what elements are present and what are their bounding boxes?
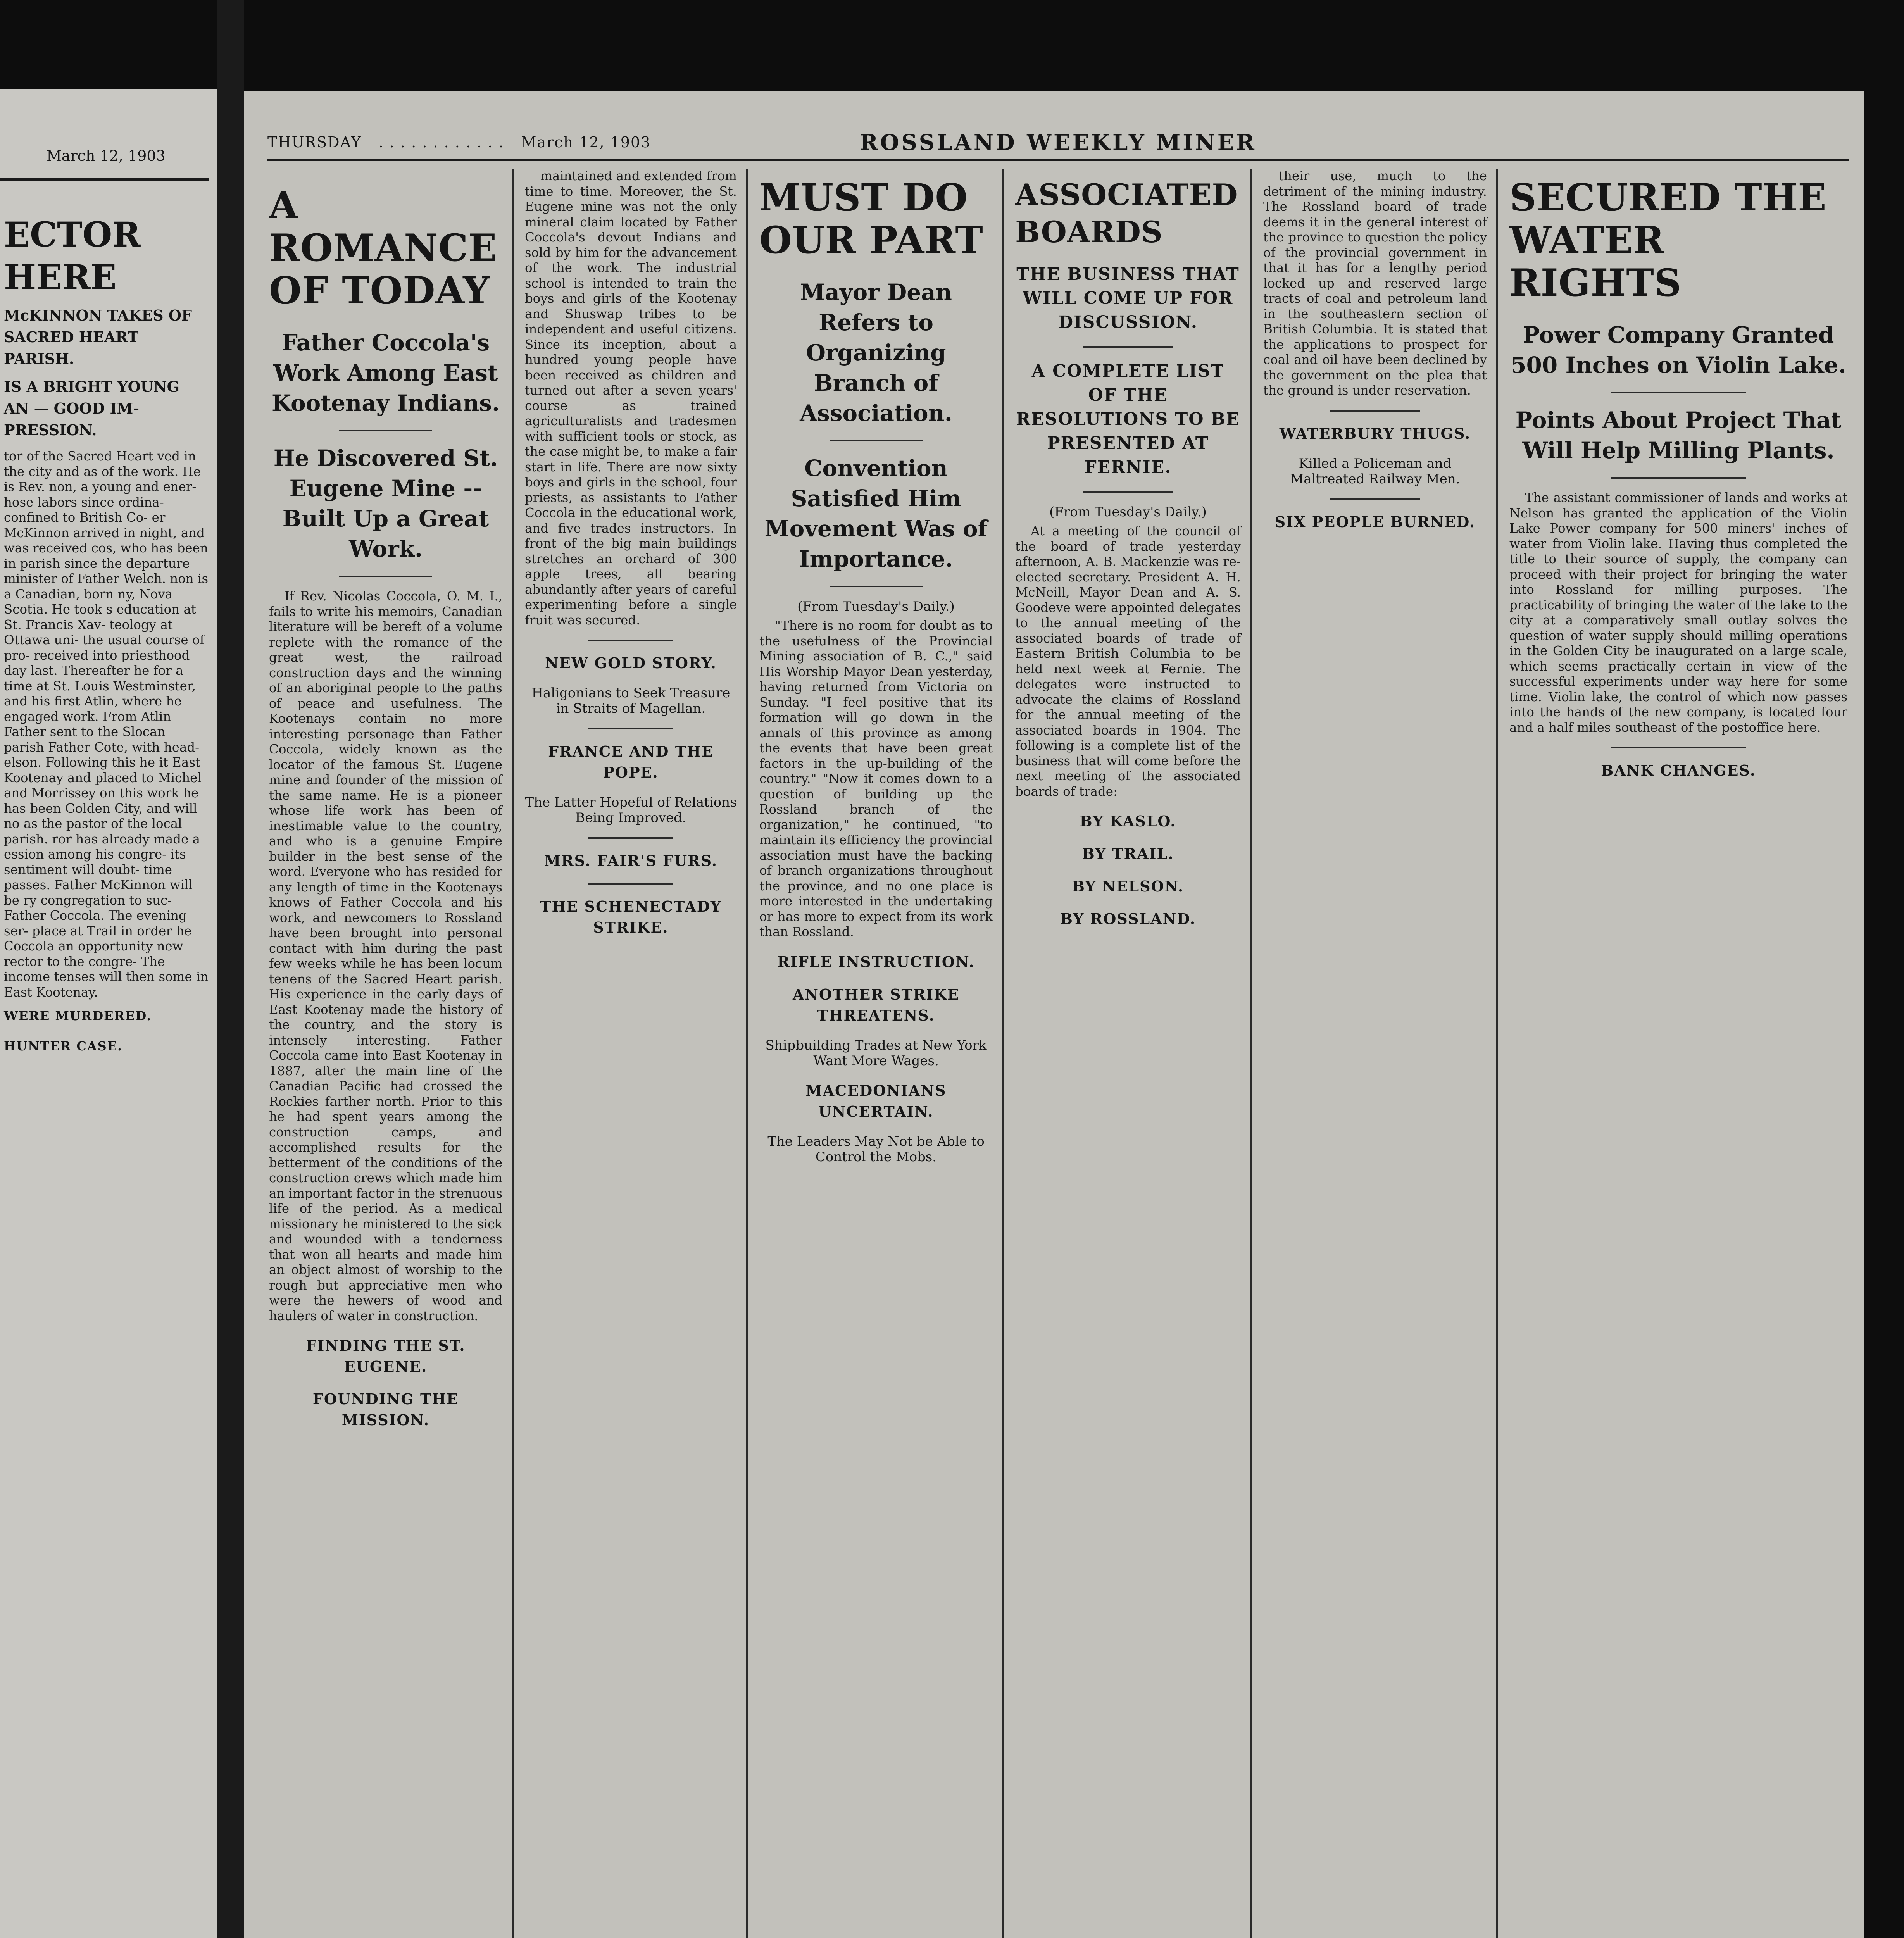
romance-deck-2: He Discovered St. Eugene Mine -- Built Up a Great Work. <box>273 445 498 562</box>
must-do-dateline: (From Tuesday's Daily.) <box>797 599 955 614</box>
left-page-subhead-1: McKINNON TAKES OF SACRED HEART PARISH. <box>4 307 192 367</box>
left-page-fragment <box>0 89 217 1938</box>
thugs-body <box>1263 169 1487 398</box>
newspaper-page <box>244 91 1864 1938</box>
must-do-paragraph: "There is no room for doubt as to the usefulness of the Provincial Mining association of B. C.," said His Worship Mayor Dean yesterday, having returned from Victoria on Sunday. "I feel positive that its formation will go down in the annals of this province as among the events that have been great factors in the up-building of the country." "Now it comes down to a question of building up the Rossland branch of the organization," he continued, "to maintain its efficiency the provincial association must have the backing of branch organizations throughout the province, and no one place is more interested in the undertaking or has more to expect from its work than Rossland. <box>759 618 993 939</box>
romance-deck-1: Father Coccola's Work Among East Kootenay Indians. <box>271 329 500 416</box>
divider <box>1611 392 1746 393</box>
must-do-deck-4: The Leaders May Not be Able to Control the Mobs. <box>767 1133 985 1165</box>
water-subhead-1: BANK CHANGES. <box>1601 762 1756 779</box>
divider <box>1083 346 1173 348</box>
thugs-subhead-2: SIX PEOPLE BURNED. <box>1275 513 1476 531</box>
mission-subhead-4: THE SCHENECTADY STRIKE. <box>540 898 722 936</box>
must-do-deck-3: Shipbuilding Trades at New York Want More Wages. <box>765 1037 987 1069</box>
associated-paragraph: At a meeting of the council of the board of trade yesterday afternoon, A. B. Mackenzie was re-elected secretary. President A. H. McNeill, Mayor Dean and A. S. Goodeve were appointed delegates to the annual meeting of the associated boards of trade of Eastern British Columbia to be held next week at Fernie. The delegates were instructed to advocate the claims of Rossland for the annual meeting of the associated boards in 1904. The following is a complete list of the business that will come before the next meeting of the associated boards of trade: <box>1015 524 1241 799</box>
left-page-text: tor of the Sacred Heart ved in the city and as of the work. He is Rev. non, a young and ener- hose labors since ordina- confined to British Co- er McKinnon arrived in night, and was received cos, who has been in parish since the departure minister of Father Welch. non is a Canadian, born ny, Nova Scotia. He took s education at St. Francis Xav- teology at Ottawa uni- the usual course of pro- received into priesthood day last. Thereafter he for a time at St. Louis Westminster, and his first Atlin, where he engaged work. From Atlin Father sent to the Slocan parish Father Cote, with head- elson. Following this he it East Kootenay and placed to Michel and Morrissey on this work he has been Golden City, and will no as the pastor of the local parish. ror has already made a ession among his congre- its sentiment will doubt- time passes. Father McKinnon will be ry congregation to suc- Father Coccola. The evening ser- place at Trail in order he Coccola an opportunity new rector to the congre- The income tenses will then some in East Kootenay. <box>4 449 209 1000</box>
water-headline: SECURED THE WATER RIGHTS <box>1509 176 1827 305</box>
divider <box>588 883 673 885</box>
must-do-body <box>759 618 993 940</box>
divider <box>830 440 923 441</box>
must-do-subhead-3: MACEDONIANS UNCERTAIN. <box>805 1081 947 1120</box>
masthead-day: THURSDAY <box>267 134 362 151</box>
associated-dateline: (From Tuesday's Daily.) <box>1049 504 1207 520</box>
divider <box>1611 477 1746 479</box>
mission-body <box>525 169 737 628</box>
associated-subhead-3: BY NELSON. <box>1072 878 1184 895</box>
left-page-date: March 12, 1903 <box>47 147 166 164</box>
romance-headline: A ROMANCE OF TODAY <box>269 183 497 312</box>
must-do-subhead-1: RIFLE INSTRUCTION. <box>777 953 975 971</box>
page-gutter <box>217 0 244 1938</box>
romance-subhead-2: FOUNDING THE MISSION. <box>312 1390 459 1429</box>
divider <box>339 430 433 431</box>
column-rule <box>1250 169 1252 1938</box>
romance-subhead-1: FINDING THE ST. EUGENE. <box>306 1337 466 1375</box>
divider <box>1083 491 1173 493</box>
column-romance <box>260 169 512 1938</box>
column-associated-boards <box>1006 169 1250 1938</box>
column-water-rights <box>1500 169 1857 1938</box>
must-do-subhead-2: ANOTHER STRIKE THREATENS. <box>792 985 960 1024</box>
divider <box>1330 498 1420 500</box>
column-rule <box>1496 169 1498 1938</box>
column-mission <box>516 169 746 1938</box>
associated-body <box>1015 524 1241 799</box>
left-page-title: ECTOR HERE <box>4 214 141 297</box>
masthead-title: ROSSLAND WEEKLY MINER <box>860 130 1257 155</box>
divider <box>588 837 673 839</box>
thugs-subhead-1: WATERBURY THUGS. <box>1279 424 1471 442</box>
romance-body <box>269 589 502 1324</box>
column-rule <box>746 169 748 1938</box>
mission-deck-1: Haligonians to Seek Treasure in Straits of Magellan. <box>531 685 730 716</box>
divider <box>1611 747 1746 748</box>
mission-subhead-2: FRANCE AND THE POPE. <box>548 743 714 781</box>
masthead <box>267 130 1849 161</box>
divider <box>588 640 673 641</box>
masthead-date: March 12, 1903 <box>521 134 651 151</box>
associated-subhead-1: BY KASLO. <box>1080 812 1176 830</box>
associated-subhead-2: BY TRAIL. <box>1082 845 1174 862</box>
thugs-deck-1: Killed a Policeman and Maltreated Railway Men. <box>1290 455 1460 487</box>
associated-deck-2: A COMPLETE LIST OF THE RESOLUTIONS TO BE PRESENTED AT FERNIE. <box>1016 361 1240 477</box>
water-paragraph: The assistant commissioner of lands and works at Nelson has granted the application of the Violin Lake Power company for 500 miners' inches of water from Violin lake. Having thus completed the title to their source of supply, the company can proceed with their project for bringing the water into Rossland for milling purposes. The practicability of bringing the water of the lake to the city at a comparatively small outlay solves the question of water supply should milling operations in the Golden City be inaugurated on a large scale, which seems practically certain in view of the successful experiments under way here for some time. Violin lake, the control of which now passes into the hands of the new company, is located four and a half miles southeast of the postoffice here. <box>1509 490 1847 735</box>
associated-headline: ASSOCIATED BOARDS <box>1015 178 1238 249</box>
mission-subhead-3: MRS. FAIR'S FURS. <box>544 852 718 869</box>
must-do-deck-2: Convention Satisfied Him Movement Was of Importance. <box>764 455 988 572</box>
mission-paragraph: maintained and extended from time to time. Moreover, the St. Eugene mine was not the only mineral claim located by Father Coccola's devout Indians and sold by him for the advancement of the work. The industrial school is intended to train the boys and girls of the Kootenay and Shuswap tribes to be independent and useful citizens. Since its inception, about a hundred young people have been received as children and turned out after a seven years' course as trained agriculturalists and tradesmen with sufficient tools or stock, as the case might be, to make a fair start in life. There are now sixty boys and girls in the school, four priests, as assistants to Father Coccola in the educational work, and five trades instructors. In front of the big main buildings stretches an orchard of 300 apple trees, all bearing abundantly after years of careful experimenting before a single fruit was secured. <box>525 169 737 628</box>
water-deck-1: Power Company Granted 500 Inches on Violin Lake. <box>1511 322 1846 378</box>
divider <box>339 576 433 577</box>
romance-paragraph: If Rev. Nicolas Coccola, O. M. I., fails to write his memoirs, Canadian literature will be bereft of a volume replete with the romance of the great west, the railroad construction days and the winning of an aboriginal people to the paths of peace and usefulness. The Kootenays contain no more interesting personage than Father Coccola, widely known as the locator of the famous St. Eugene mine and founder of the mission of the same name. He is a pioneer whose life work has been of inestimable value to the country, and who is a genuine Empire builder in the best sense of the word. Everyone who has resided for any length of time in the Kootenays knows of Father Coccola and his work, and newcomers to Rossland have been brought into personal contact with him during the past few weeks while he has been locum tenens of the Sacred Heart parish. His experience in the early days of East Kootenay made the history of the country, and the story is intensely interesting. Father Coccola came into East Kootenay in 1887, after the main line of the Canadian Pacific had crossed the Rockies farther north. Prior to this he had spent years among the construction camps, and accomplished results for the betterment of the conditions of the construction crews which made him an important factor in the strenuous life of the period. As a medical missionary he ministered to the sick and wounded with a tenderness that won all hearts and made him an object almost of worship to the rough but appreciative men who were the hewers of wood and haulers of water in construction. <box>269 589 502 1323</box>
thugs-paragraph: their use, much to the detriment of the mining industry. The Rossland board of trade deems it in the general interest of the province to question the policy of the provincial government in that it has for a lengthy period locked up and reserved large tracts of coal and petroleum land in the southeastern section of British Columbia. It is stated that the applications to prospect for coal and oil have been declined by the government on the plea that the ground is under reservation. <box>1263 169 1487 398</box>
column-rule <box>1002 169 1004 1938</box>
left-page-subhead-4: HUNTER CASE. <box>4 1039 123 1053</box>
mission-subhead-1: NEW GOLD STORY. <box>545 654 717 672</box>
mission-deck-2: The Latter Hopeful of Relations Being Improved. <box>525 795 737 826</box>
divider <box>588 728 673 729</box>
must-do-deck-1: Mayor Dean Refers to Organizing Branch of Association. <box>800 279 952 426</box>
associated-deck-1: THE BUSINESS THAT WILL COME UP FOR DISCUSSION. <box>1016 264 1240 332</box>
column-must-do <box>750 169 1002 1938</box>
left-page-subhead-3: WERE MURDERED. <box>4 1009 152 1023</box>
divider <box>1330 410 1420 412</box>
masthead-dateline: THURSDAY . . . . . . . . . . . . March 12, 1903 <box>267 134 651 151</box>
left-page-rule <box>0 178 209 181</box>
associated-subhead-4: BY ROSSLAND. <box>1060 910 1196 928</box>
column-rule <box>512 169 514 1938</box>
water-body <box>1509 490 1847 735</box>
column-thugs <box>1254 169 1496 1938</box>
must-do-headline: MUST DO OUR PART <box>759 176 983 262</box>
left-page-subhead-2: IS A BRIGHT YOUNG AN — GOOD IM-PRESSION. <box>4 378 180 439</box>
water-deck-2: Points About Project That Will Help Milling Plants. <box>1515 407 1842 464</box>
divider <box>830 586 923 587</box>
